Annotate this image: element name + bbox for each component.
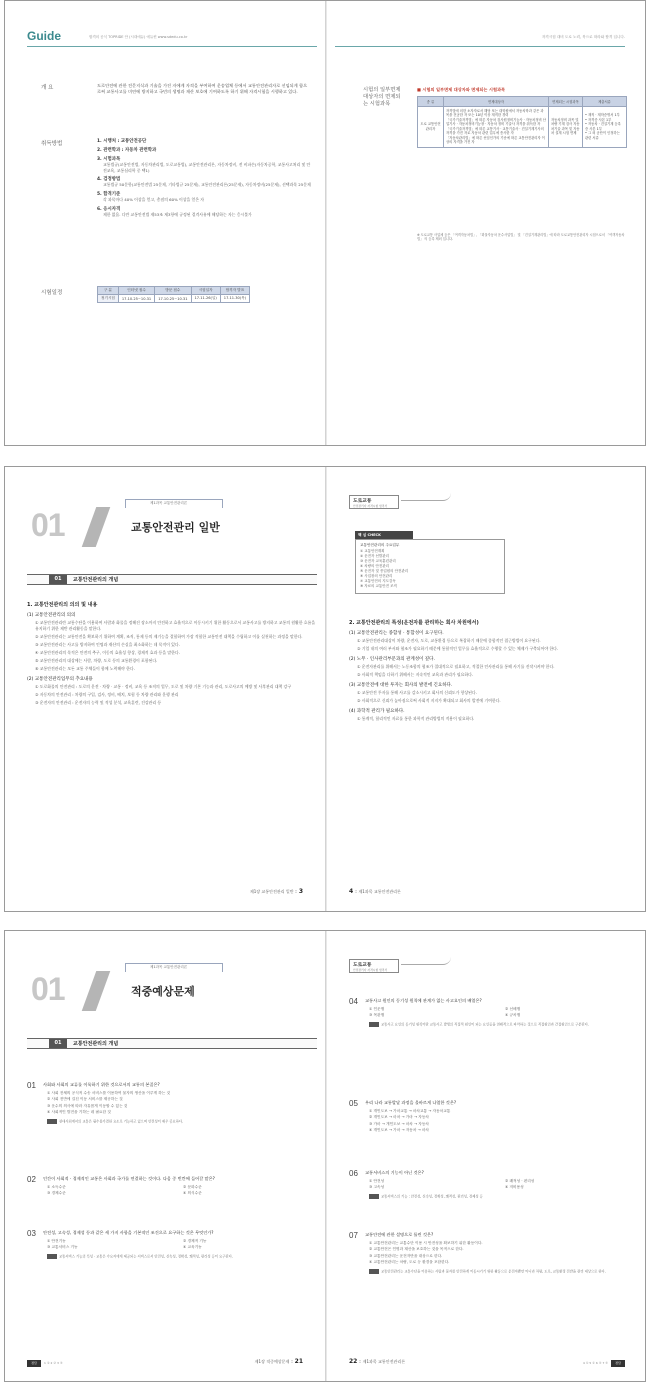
answer-key: 4 ① 5 ① 6 ④ 7 ③ <box>582 1361 608 1365</box>
paragraph: ① 운전자관리를 위해서는 노동조합의 협조가 절대적으로 필요하고, 적절한 인사관리를 통해 사기를 진작시켜야 한다. <box>357 664 555 670</box>
section-number: 01 <box>49 575 67 584</box>
explanation-text: 교통안전관리는 교통수단을 이용하는 사람과 물자를 안전하게 이동시키기 위한 활동으로 운전자뿐만 아니라 차량, 도로, 교통환경 전반을 관리 대상으로 한다. <box>381 1269 606 1274</box>
schedule-cell: 17.11.30(목) <box>220 295 249 303</box>
chapter-banner <box>27 965 317 1011</box>
core-check-item: ⑧ 자료의 교통안전 조직 <box>360 584 397 589</box>
acquisition-item-desc: 교통법규 50문항(교통안전법 25문제, 기타법규 25문제), 교통안전관리론(25문제), 자동차정비(25문제), 선택과목 25문제 <box>103 182 311 188</box>
logo-main: 도로교통 <box>353 963 372 968</box>
paragraph: ① 교통안전관리란 교통수단을 이용하여 사람과 화물을 정해진 장소까지 안전하고 효율적으로 이동시키기 위한 활동으로서 교통사고를 방지하고 교통의 원활한 흐름을 유지하기 위한 제반 관리활동을 말한다. <box>35 620 316 632</box>
page-footer: 22 :: 제1과목 교통안전관리론 <box>349 1358 406 1365</box>
core-check-title: 교통안전관리의 주요업무 <box>360 543 400 547</box>
question-option: ② 쾌적성 · 편리성 <box>505 1179 535 1183</box>
explanation-text: 교통사고 요인의 동기성 원칙이란 교통사고 발생의 직접적 원인이 되는 요인들을 연쇄적으로 파악하는 것으로 직접원인과 간접원인으로 구분된다. <box>381 1022 589 1027</box>
explanation-text: 교통서비스의 기능 : 안전성, 신속성, 정확성, 쾌적성, 편리성, 경제성 등 <box>381 1194 483 1199</box>
explanation-badge-icon <box>369 1022 379 1027</box>
paragraph: ⑤ 교통안전관리의 대상에는 사람, 차량, 도로 등의 교통환경이 포함된다. <box>35 658 158 664</box>
question-number: 02 <box>27 1175 36 1184</box>
chapter-title: 적중예상문제 <box>131 985 195 998</box>
acquisition-item-title: 1. 시행처 : 교통안전공단 <box>97 139 147 144</box>
question-text: 안전성, 고속성, 경제성 등과 같은 세 가지 사항을 기본적인 조건으로 요구하는 것은 무엇인가? <box>43 1230 214 1235</box>
paragraph: ③ 교통안전관리는 사고를 방지하여 인명과 재산의 손실을 최소화하는 데 목적이 있다. <box>35 642 180 648</box>
schedule-header-cell: 방문 접수 <box>155 287 191 295</box>
page-footer: 4 :: 제1과목 교통안전관리론 <box>349 888 401 895</box>
questions-page-left <box>5 931 325 1381</box>
logo-sub: 안전관리자 자격시험 합격서 <box>353 968 388 972</box>
core-check-item: ① 교통안전계획 <box>360 549 385 553</box>
question-option: ① 개인도보 → 가마교통 → 마차교통 → 자동차교통 <box>369 1109 451 1113</box>
acquisition-item-title: 2. 관련학과 : 자동차 관련학과 <box>97 148 157 153</box>
chapter-tag-text: 제1과목 교통안전관리론 <box>150 965 188 969</box>
schedule-header-cell: 합격자 발표 <box>220 287 249 295</box>
chapter-number: 01 <box>31 507 65 543</box>
book-logo <box>349 495 399 509</box>
question-option: ② 선배행 <box>505 1007 521 1011</box>
spread-guide <box>4 0 646 446</box>
question-option: ③ 고속성 <box>369 1185 385 1190</box>
overview-label: 개 요 <box>41 85 54 91</box>
question-explanation <box>47 1254 311 1259</box>
question-options <box>369 1178 633 1191</box>
question-option: ① 사회 전체의 공식적 수송 서비스를 이용하여 물자의 생산을 이루게 하는 것 <box>47 1091 171 1095</box>
guide-subtitle: 합격의 공식 TOPRIDE 안 (시대에듀) 에듀윈 www.sdedu.co.kr <box>89 35 188 39</box>
cell-kind: 도로 교통안전관리자 <box>418 107 444 148</box>
guide-rule-right <box>335 46 625 47</box>
question-option: ③ 교통안전관리는 운전자만을 대상으로 한다. <box>369 1253 443 1258</box>
question-option: ① 인운행 <box>369 1007 385 1011</box>
schedule-header-cell: 구 분 <box>98 287 119 295</box>
chapter-page-right <box>327 467 646 911</box>
paragraph: ② 기업 내의 여러 부서와 협조가 필요하기 때문에 통합적인 업무를 효율적으로 수행할 수 있는 체제가 구축되어야 한다. <box>357 646 559 652</box>
question-text: 교통안전에 관한 설명으로 틀린 것은? <box>365 1232 434 1237</box>
paragraph: ① 통계적, 합리적인 자료를 통한 과학적 관리방법의 적용이 필요하다. <box>357 716 475 722</box>
explanation-badge-icon <box>47 1119 57 1124</box>
question-number: 06 <box>349 1169 358 1178</box>
cell-targets: 자격법에 의한 소자자로서 해당 또는 대학원에서 자동차학과 같은 과목을 전공한 자 또는 10년 이상 재직한 경력 「국가기술자격법」에 따른 자동차 검사원정비기능사 · 자동차정비 산업기사 · 자동차정비기능장 · 자동차 정비 기술사 자격을 취득한 자 「국가기술자격법」에 따른 교통기사 · 교통기술사 · 건설기계기사의 자격을 가진 자로 자동차 관련 업무에 종사한 자 「자동차관리법」에 따른 선임인가의 기준에 따른 교통안전관리자 이상의 자격을 가진 자 <box>444 107 549 148</box>
acquisition-item-desc: 교통법규(교통안전법, 자동차관리법, 도로교통법), 교통안전관리론, 자동차정비, 전 비파손(자동차공학, 교통사고처리 및 안전교육, 교통심리학 중 택1) <box>103 162 311 173</box>
answer-tag: 정답 <box>611 1360 625 1367</box>
explanation-text: 현대사회에서의 교통은 필수불가결한 요소로 기능하고 있으며 안전성이 매우 중요하다. <box>59 1119 184 1124</box>
overview-text: 도로안전에 관한 전문지식과 기술을 가진 자에게 자격을 부여하여 운송업체 등에서 교통안전관리자로 선임되게 함으로써 교통사고를 미연에 방지하고 국민의 생명과 재산 보호에 기여하도록 하기 위해 자격시험을 시행하고 있다. <box>97 83 308 95</box>
subsection-heading: (3) 교통안전에 대한 투자는 회사의 발전에 긴요하다. <box>349 683 453 689</box>
answer-footer <box>583 1360 625 1367</box>
question-option: ① 안전기능 <box>47 1239 66 1243</box>
acquisition-label: 취득방법 <box>41 141 63 147</box>
acquisition-item-title: 6. 응시자격 <box>97 206 121 212</box>
core-check-item: ⑥ 사업장의 안전관리 <box>360 574 393 579</box>
explanation-badge-icon <box>369 1194 379 1199</box>
question-option: ② 경제적 기능 <box>183 1239 207 1243</box>
question-option: ④ 규차행 <box>505 1013 521 1018</box>
question-options <box>369 1006 633 1019</box>
footer-text: 제1과목 교통안전관리론 <box>362 1359 406 1364</box>
explanation-text: 교통서비스 기능의 특성 · 교통은 수요자에게 제공되는 서비스로서 안전성, 신속성, 정확성, 쾌적성, 편리성 등이 요구된다. <box>59 1254 233 1259</box>
footer-text: 제1과목 교통안전관리론 <box>358 889 401 894</box>
section-bar <box>27 574 317 585</box>
core-check-content <box>355 539 505 594</box>
page-number: 3 <box>298 888 303 895</box>
question-option: ③ 운수의 의사에 따라 자유롭게 이동할 수 있는 것 <box>47 1103 128 1108</box>
schedule-label: 시험일정 <box>41 290 63 296</box>
question-options <box>369 1108 633 1134</box>
question-option: ④ 교육기능 <box>183 1245 202 1250</box>
question-option: ④ 교통안전관리는 차량, 도로 등 환경을 포함한다. <box>369 1260 450 1265</box>
schedule-cell: 17.10.25~10.31 <box>155 295 191 303</box>
cell-docs: • 재직 · 재학증명서 1부 • 자격증 사본 1부 • 자동차 · 건설기계 등록증 사본 1부 • 그 외 공단이 인정하는 관련 서류 <box>583 107 627 148</box>
question-option: ④ 개인도보 → 가마 → 자동차 → 마차 <box>369 1128 429 1133</box>
footer-text: 제1장 교통안전관리 일반 <box>249 889 294 894</box>
chapter-tag <box>125 499 223 508</box>
chapter-page-left <box>5 467 325 911</box>
subsection-heading: (4) 과학적 관리가 필요하다. <box>349 709 405 715</box>
schedule-table <box>97 286 250 303</box>
explanation-badge-icon <box>369 1269 379 1274</box>
page-number: 22 <box>349 1358 358 1365</box>
question-option: ④ 사회적인 발전을 기하는 데 필요한 것 <box>47 1110 111 1115</box>
explanation-badge-icon <box>47 1254 57 1259</box>
question-option: ① 소득수준 <box>47 1185 66 1189</box>
question-option: ④ 의식수준 <box>183 1191 202 1196</box>
question-explanation <box>47 1119 311 1124</box>
chapter-slash <box>82 971 111 1011</box>
guide-page-right <box>327 1 646 445</box>
content-heading: 1. 교통안전관리의 의의 및 내용 <box>27 602 98 608</box>
question-option: ② 문화수준 <box>183 1185 202 1189</box>
question-option: ② 개인도보 → 마차 → 가마 → 자동차 <box>369 1115 429 1120</box>
questions-page-right <box>327 931 646 1381</box>
col-targets: 면제대상자 <box>444 97 549 107</box>
paragraph: ② 사회적으로 신뢰가 높아짐으로써 사회적 지지가 확대되고 회사의 발전에 기여한다. <box>357 698 501 704</box>
question-option: ③ 가마 → 개인도보 → 마차 → 자동차 <box>369 1121 429 1126</box>
question-number: 05 <box>349 1099 358 1108</box>
section-bar <box>27 1038 317 1049</box>
spread-chapter-one <box>4 466 646 912</box>
section-title: 교통안전관리의 개념 <box>73 577 119 583</box>
question-text: 교통서비스의 기능이 아닌 것은? <box>365 1170 424 1175</box>
question-explanation <box>369 1269 633 1274</box>
question-options <box>47 1090 311 1116</box>
question-text: 교통사고 원인의 동기성 원칙에 관계가 없는 사고요인의 배열은? <box>365 998 482 1003</box>
chapter-slash <box>82 507 111 547</box>
paragraph: ① 도로화물의 안전관리 : 도로의 운전 · 차량 · 교통 · 정비, 교육 등 조직의 업무, 도로 및 차량 기본 기능과 관리, 도로사고의 예방 및 사후관리 대책 강구 <box>35 684 292 690</box>
core-check-item: ⑦ 교통안전의 지도감독 <box>360 579 396 584</box>
question-option: ③ 경제수준 <box>47 1191 66 1196</box>
question-number: 07 <box>349 1231 358 1240</box>
logo-sub: 안전관리자 자격시험 합격서 <box>353 504 388 508</box>
subsection-heading: (1) 교통안전관리의 의의 <box>27 613 76 618</box>
paragraph: ④ 교통안전관리의 목적은 안전의 추구, 이동의 효율성 향상, 경제적 효과 등을 말한다. <box>35 650 180 656</box>
schedule-header-cell: 시험일자 <box>191 287 220 295</box>
col-subjects: 면제되는 시험과목 <box>549 97 583 107</box>
guide-header <box>27 29 317 43</box>
paragraph: ③ 운전자의 안전관리 : 운전자의 능력 및 적성 분석, 교육훈련, 건강관리 등 <box>35 700 162 706</box>
paragraph: ② 자동차의 안전관리 : 차량의 구입, 검사, 정비, 배치, 보험 등 차량 관리와 운행 관리 <box>35 692 179 698</box>
acquisition-item-desc: 각 과목마다 40% 이상을 얻고, 총점의 60% 이상을 얻은 자 <box>103 196 205 202</box>
page-number: 4 <box>349 888 354 895</box>
spread-practice-questions <box>4 930 646 1382</box>
question-option: ② 사회 전반에 걸친 이동 서비스를 제공하는 것 <box>47 1097 123 1102</box>
page-number: 21 <box>294 1358 303 1365</box>
acquisition-item-title: 5. 합격기준 <box>97 191 121 197</box>
col-kind: 종 류 <box>418 97 444 107</box>
exemption-table <box>417 96 627 148</box>
question-option: ④ 저비용성 <box>505 1185 524 1190</box>
guide-page-left <box>5 1 325 445</box>
exemption-note: ※ 도로교통 사업체 등은 「여객자동차법」, 「화물자동차 운수사업법」 및 「건설기계관리법」에 따라 도로교통안전관리자 시험으로서 「여객자동차법」 의 등록 제외 입니다. <box>417 233 625 242</box>
core-check-tab: 핵 심 CHECK <box>355 531 413 539</box>
question-text: 사회와 사회의 교류를 이룩하기 위한 것으로서의 교통의 본질은? <box>43 1082 160 1087</box>
schedule-cell: 17.11.26(일) <box>191 295 220 303</box>
question-explanation <box>369 1022 633 1027</box>
question-options <box>47 1184 311 1197</box>
paragraph: ② 사회적 책임을 다하기 위해서는 지속적인 교육과 관리가 필요하다. <box>357 672 474 678</box>
question-option: ③ 교통서비스 기능 <box>47 1245 78 1250</box>
paragraph: ② 교통안전관리는 교통안전을 확보하기 위하여 계획, 조직, 통제 등의 제기능을 결합하여 가장 적합한 교통안전 대책을 수립하고 이를 실천하는 과정을 말한다. <box>35 634 303 640</box>
question-explanation <box>369 1194 633 1199</box>
schedule-cell: 정기시험 <box>98 295 119 303</box>
subsection-heading: (2) 교통안전관리업무의 추요내용 <box>27 677 93 683</box>
chapter-title: 교통안전관리 일반 <box>131 521 220 534</box>
question-options <box>369 1240 633 1266</box>
question-options <box>47 1238 311 1251</box>
question-option: ① 교통안전관리는 교통수단 이용 시 안전성을 확보하기 위한 활동이다. <box>369 1241 483 1245</box>
chapter-banner <box>27 501 317 547</box>
schedule-header-cell: 인터넷 접수 <box>118 287 154 295</box>
chapter-tag <box>125 963 223 972</box>
chapter-tag-text: 제1과목 교통안전관리론 <box>150 501 188 505</box>
question-option: ② 교통안전은 인명과 재산을 보호하는 것을 목적으로 한다. <box>369 1247 464 1252</box>
subsection-heading: (2) 노무 · 인사관리부문과의 관계성이 깊다. <box>349 657 435 663</box>
content-body <box>27 601 317 708</box>
answer-footer <box>27 1360 93 1367</box>
cell-subjects: 자동차정비 과목 및 차량 기계 검사 자동차기술 과목 및 자동차 설계 시험 면제 <box>549 107 583 148</box>
acquisition-item-title: 3. 시험과목 <box>97 157 121 162</box>
page-footer: 제1장 적중예상문제 :: 21 <box>254 1358 303 1365</box>
guide-rule <box>27 46 317 47</box>
question-number: 01 <box>27 1081 36 1090</box>
question-option: ③ 목관행 <box>369 1013 385 1018</box>
guide-header-right: 자격시험 대비 도로 노력, 북으로 따라와 합격 입니다. <box>541 35 625 39</box>
car-outline-icon <box>401 493 451 501</box>
question-option: ① 안전성 <box>369 1179 385 1183</box>
exemption-table-title: ■ 시험의 일부면제 대상자와 면제되는 시험과목 <box>417 87 506 92</box>
paragraph: ⑥ 교통안전관리는 모든 교통 주체들이 함께 노력해야 한다. <box>35 666 135 672</box>
subsection-heading: (1) 교통안전관리는 종합성 · 통합성이 요구된다. <box>349 631 444 636</box>
core-check-box <box>355 531 505 594</box>
guide-title: Guide <box>27 29 62 43</box>
section-title: 교통안전관리의 개념 <box>73 1041 119 1047</box>
answer-tag: 정답 <box>27 1360 41 1367</box>
core-check-item: ③ 운전자 교육훈련관리 <box>360 559 396 564</box>
answer-key: 1 ② 2 ② 3 ③ <box>44 1361 63 1365</box>
core-check-item: ④ 차량의 안전관리 <box>360 564 390 569</box>
chapter-number: 01 <box>31 971 65 1007</box>
schedule-cell: 17.10.25~10.31 <box>118 295 154 303</box>
question-number: 04 <box>349 997 358 1006</box>
question-text: 인간이 사회적 · 경제적인 교통은 사회과 국가를 연결하는 것이다. 다음 중 빈칸에 들어갈 말은? <box>43 1176 215 1181</box>
content-body-right <box>349 619 639 724</box>
question-number: 03 <box>27 1229 36 1238</box>
section-number: 01 <box>49 1039 67 1048</box>
page-footer: 제1장 교통안전관리 일반 :: 3 <box>249 888 303 895</box>
acquisition-list <box>97 135 311 217</box>
core-check-item: ⑤ 운전자 및 종업원의 안전관리 <box>360 569 409 574</box>
logo-main: 도로교통 <box>353 499 372 504</box>
footer-text: 제1장 적중예상문제 <box>254 1359 290 1364</box>
col-docs: 제출서류 <box>583 97 627 107</box>
question-text: 우리 나라 교통발달 과정을 올바르게 나열한 것은? <box>365 1100 457 1105</box>
content-heading: 2. 교통안전관리의 특성(운전자를 관리하는 회사 차원에서) <box>349 620 479 626</box>
exemption-label: 시험의 일부면제 대상자의 면제되는 시험과목 <box>363 87 401 108</box>
acquisition-item-desc: 제한 없음. 다만 교통안전법 제53조 제3항에 규정된 결격사유에 해당하는 자는 응시불가 <box>103 211 252 217</box>
core-check-item: ② 운전자 선발관리 <box>360 554 390 559</box>
car-outline-icon <box>401 957 451 965</box>
paragraph: ① 교통안전관리대상이 차량, 운전자, 도로, 교통환경 등으로 복잡하기 때문에 종합적인 접근방법이 요구된다. <box>357 638 541 643</box>
paragraph: ① 교통안전 투자를 통해 사고를 감소시키고 회사의 신뢰도가 향상된다. <box>357 690 477 696</box>
book-logo <box>349 959 399 973</box>
acquisition-item-title: 4. 검정방법 <box>97 177 121 183</box>
